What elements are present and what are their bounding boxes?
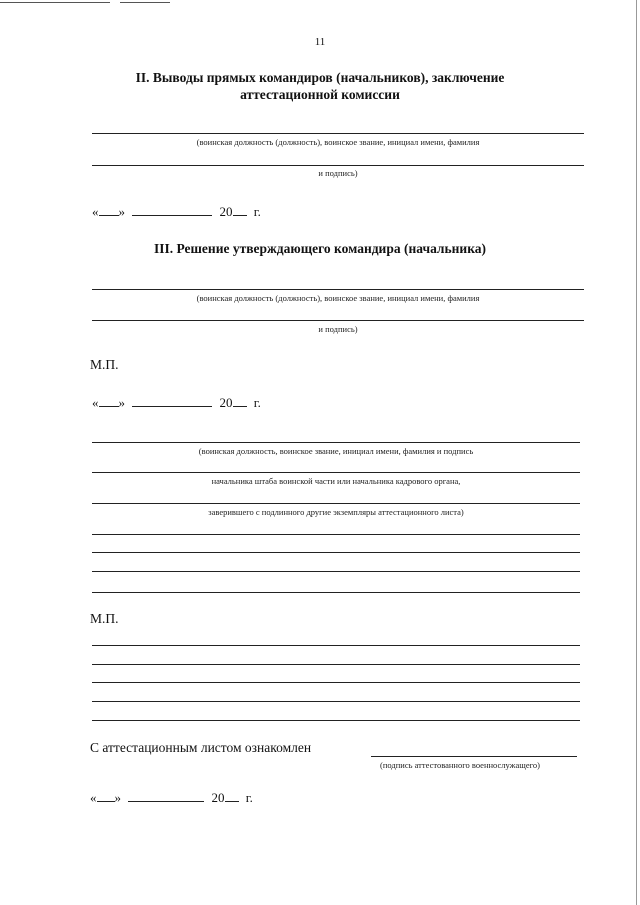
section3-title: III. Решение утверждающего командира (начальника) xyxy=(153,241,487,256)
date-field xyxy=(92,394,261,411)
blank-line[interactable] xyxy=(92,571,580,572)
year-prefix: 20 xyxy=(219,395,233,410)
year-prefix: 20 xyxy=(219,204,233,219)
year-blank[interactable] xyxy=(233,203,247,216)
section2-title-line1: II. Выводы прямых командиров (начальников), заключение xyxy=(135,70,505,85)
date-field xyxy=(92,203,261,220)
signature-line[interactable] xyxy=(92,133,584,134)
quote-open: « xyxy=(90,790,97,805)
blank-line[interactable] xyxy=(92,701,580,702)
field-caption: (воинская должность, воинское звание, инициал имени, фамилия и подпись xyxy=(198,446,474,456)
blank-line[interactable] xyxy=(92,592,580,593)
blank-line[interactable] xyxy=(92,664,580,665)
signature-line[interactable] xyxy=(92,442,580,443)
quote-open: « xyxy=(92,204,99,219)
blank-line[interactable] xyxy=(92,682,580,683)
day-blank[interactable] xyxy=(97,789,115,802)
day-blank[interactable] xyxy=(99,394,119,407)
quote-open: « xyxy=(92,395,99,410)
field-caption: начальника штаба воинской части или начальника кадрового органа, xyxy=(211,476,461,486)
year-suffix: г. xyxy=(245,790,253,805)
section2-title-line2: аттестационной комиссии xyxy=(240,87,400,102)
page-number: 11 xyxy=(314,36,326,48)
year-suffix: г. xyxy=(253,204,261,219)
field-caption: и подпись) xyxy=(318,324,358,334)
signature-line[interactable] xyxy=(92,289,584,290)
month-blank[interactable] xyxy=(132,203,212,216)
field-caption: заверившего с подлинного другие экземпляры аттестационного листа) xyxy=(208,507,464,517)
top-edge-mark xyxy=(120,2,170,3)
blank-line[interactable] xyxy=(92,552,580,553)
month-blank[interactable] xyxy=(128,789,204,802)
signature-line[interactable] xyxy=(92,503,580,504)
quote-close: » xyxy=(118,395,125,410)
acquaint-label: С аттестационным листом ознакомлен xyxy=(90,740,312,755)
top-edge-mark xyxy=(0,2,110,3)
page-edge xyxy=(636,0,637,905)
blank-line[interactable] xyxy=(92,720,580,721)
blank-line[interactable] xyxy=(92,645,580,646)
quote-close: » xyxy=(118,204,125,219)
quote-close: » xyxy=(114,790,121,805)
stamp-place: М.П. xyxy=(90,357,119,372)
signature-line[interactable] xyxy=(92,165,584,166)
signature-line[interactable] xyxy=(92,472,580,473)
signature-line[interactable] xyxy=(92,320,584,321)
acquaint-signature-line[interactable] xyxy=(371,756,577,757)
year-suffix: г. xyxy=(253,395,261,410)
field-caption: (подпись аттестованного военнослужащего) xyxy=(380,760,540,770)
date-field xyxy=(90,789,253,806)
blank-line[interactable] xyxy=(92,534,580,535)
field-caption: и подпись) xyxy=(318,168,358,178)
stamp-place: М.П. xyxy=(90,611,119,626)
year-prefix: 20 xyxy=(211,790,225,805)
year-blank[interactable] xyxy=(225,789,239,802)
field-caption: (воинская должность (должность), воинское звание, инициал имени, фамилия xyxy=(196,137,480,147)
field-caption: (воинская должность (должность), воинское звание, инициал имени, фамилия xyxy=(196,293,480,303)
month-blank[interactable] xyxy=(132,394,212,407)
year-blank[interactable] xyxy=(233,394,247,407)
day-blank[interactable] xyxy=(99,203,119,216)
